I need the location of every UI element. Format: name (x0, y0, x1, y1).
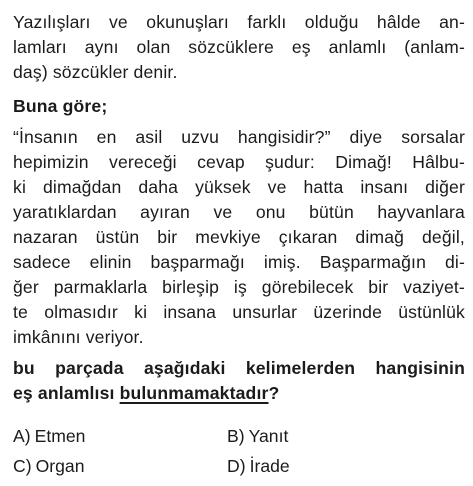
word: iş (233, 277, 247, 297)
word: hatta (303, 177, 344, 197)
option-a[interactable] (13, 421, 85, 451)
word: ve (267, 177, 287, 197)
question-line (13, 381, 465, 406)
word: elinin (89, 252, 132, 272)
word: görebilecek (261, 277, 354, 297)
word: aynı (84, 37, 119, 57)
word: hâlde (376, 12, 421, 32)
word: anlamlı (328, 37, 387, 57)
word: ve (108, 12, 128, 32)
word: parmaklarla (53, 277, 148, 297)
option-text: Organ (35, 456, 85, 476)
word: “İnsanın (13, 127, 78, 147)
word: yüksek (195, 177, 251, 197)
passage-line (13, 175, 465, 200)
word: diğer (425, 177, 465, 197)
passage-line: imkânını veriyor. (13, 327, 144, 347)
word: hangisinin (375, 358, 465, 378)
underlined-keyword: bulunmamaktadır (119, 383, 269, 403)
word: ki (134, 302, 148, 322)
word: (anlam- (404, 37, 465, 57)
option-text: İrade (249, 456, 290, 476)
word: farklı (247, 12, 287, 32)
word: değil, (421, 227, 465, 247)
word: an- (439, 12, 465, 32)
word: hangisidir?” (237, 127, 331, 147)
option-letter: D) (227, 456, 246, 476)
options-row (13, 451, 465, 481)
option-letter: C) (13, 456, 32, 476)
word: en (96, 127, 117, 147)
word: üstünlük (398, 302, 465, 322)
passage-line (13, 125, 465, 150)
option-letter: B) (227, 426, 245, 446)
word: bu (13, 358, 35, 378)
word: bir (157, 227, 178, 247)
passage-paragraph (13, 125, 465, 350)
word: lamları (13, 37, 67, 57)
lead-in-text: Buna göre; (13, 96, 108, 116)
word: di- (444, 252, 465, 272)
word: başparmağı (150, 252, 245, 272)
word: bir (368, 277, 389, 297)
option-text: Yanıt (248, 426, 289, 446)
word: sözcüklere (188, 37, 274, 57)
word: cevap (197, 152, 245, 172)
word: te (13, 302, 28, 322)
word: dimağdan (42, 177, 122, 197)
word: daha (138, 177, 179, 197)
word: bütün (309, 202, 354, 222)
option-b[interactable] (227, 421, 288, 451)
word: hepimizin (13, 152, 89, 172)
word: nazaran (13, 227, 78, 247)
definition-line (13, 35, 465, 60)
word: diye (349, 127, 383, 147)
word: üstün (95, 227, 140, 247)
question-text: eş anlamlısı (13, 383, 120, 403)
word: ve (213, 202, 233, 222)
word: Başparmağın (319, 252, 427, 272)
word: sorsalar (401, 127, 465, 147)
passage-line (13, 200, 465, 225)
passage-line (13, 250, 465, 275)
passage-line (13, 225, 465, 250)
definition-line (13, 10, 465, 35)
word: eş (291, 37, 311, 57)
word: çıkaran (278, 227, 338, 247)
question-mark: ? (268, 383, 280, 403)
option-d[interactable] (227, 451, 290, 481)
word: sadece (13, 252, 71, 272)
passage-line (13, 150, 465, 175)
word: Yazılışları (13, 12, 91, 32)
word: şudur: (265, 152, 315, 172)
question-stem (13, 356, 465, 406)
word: asil (135, 127, 163, 147)
word: uzvu (181, 127, 219, 147)
passage-line (13, 300, 465, 325)
word: hayvanlara (377, 202, 465, 222)
word: onu (255, 202, 286, 222)
word: vereceği (109, 152, 177, 172)
word: olan (136, 37, 171, 57)
word: kelimelerden (245, 358, 356, 378)
word: unsurlar (232, 302, 298, 322)
word: birleşip (162, 277, 220, 297)
word: insana (163, 302, 217, 322)
options-row (13, 421, 465, 451)
option-letter: A) (13, 426, 31, 446)
question-line (13, 356, 465, 381)
option-text: Etmen (34, 426, 86, 446)
definition-paragraph (13, 10, 465, 85)
word: ğer (13, 277, 39, 297)
word: Dimağ! (335, 152, 392, 172)
answer-options (13, 421, 465, 481)
word: vaziyet- (403, 277, 465, 297)
word: imiş. (263, 252, 301, 272)
word: insanı (360, 177, 409, 197)
word: yaratıklardan (13, 202, 117, 222)
option-c[interactable] (13, 451, 84, 481)
word: olmasıdır (44, 302, 118, 322)
word: Hâlbu- (412, 152, 465, 172)
word: aşağıdaki (143, 358, 226, 378)
word: ayıran (140, 202, 190, 222)
lead-in (13, 94, 465, 119)
word: okunuşları (146, 12, 229, 32)
word: üzerinde (313, 302, 383, 322)
word: parçada (55, 358, 124, 378)
word: mevkiye (195, 227, 261, 247)
definition-line: daş) sözcükler denir. (13, 62, 178, 82)
word: dimağ (355, 227, 405, 247)
word: ki (13, 177, 27, 197)
passage-line (13, 275, 465, 300)
word: olduğu (304, 12, 359, 32)
